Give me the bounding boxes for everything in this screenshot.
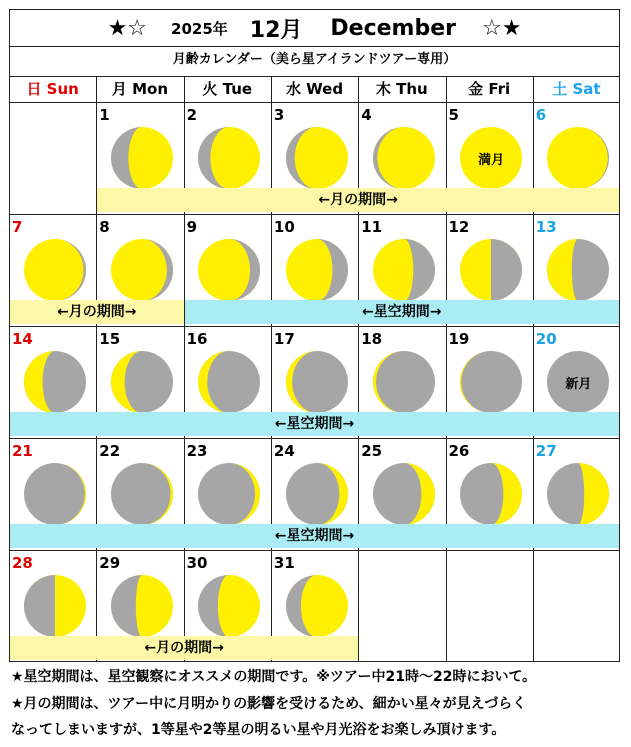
weekday-header: 火 Tue [202,80,253,98]
day-number: 24 [273,442,295,460]
moon-phase-icon [285,350,349,414]
note-star-period: ★星空期間は、星空観察にオススメの期間です。※ツアー中21時～22時において。 [11,669,537,685]
moon-period-band: ←月の期間→ [10,636,358,660]
day-number: 17 [273,330,295,348]
moon-phase-icon [285,126,349,190]
moon-phase-icon [197,126,261,190]
day-number: 18 [361,330,383,348]
day-number: 29 [99,554,121,572]
day-number: 13 [535,218,557,236]
title-month: 12月 [249,17,303,43]
column-divider [533,76,534,662]
weekday-header: 土 Sat [552,80,601,98]
day-number: 12 [448,218,470,236]
column-divider [271,76,272,662]
day-number: 30 [186,554,208,572]
divider [9,102,620,103]
moon-phase-icon [110,238,174,302]
note-moon-period-cont: なってしまいますが、1等星や2等星の明るい星や月光浴をお楽しみ頂けます。 [11,722,506,738]
moon-phase-icon [110,574,174,638]
moon-phase-icon [459,350,523,414]
day-number: 6 [535,106,547,124]
day-number: 22 [99,442,121,460]
column-divider [184,76,185,662]
moon-phase-icon [372,238,436,302]
divider [9,46,620,47]
moon-phase-icon [23,238,87,302]
day-number: 2 [186,106,198,124]
moon-phase-icon [372,350,436,414]
day-number: 20 [535,330,557,348]
day-number: 26 [448,442,470,460]
divider [9,326,620,327]
day-number: 31 [273,554,295,572]
weekday-header: 木 Thu [375,80,428,98]
moon-phase-icon [110,462,174,526]
star-period-band: ←星空期間→ [10,524,619,548]
title-month-english: December [330,15,456,41]
weekday-header: 水 Wed [285,80,344,98]
day-number: 25 [361,442,383,460]
moon-phase-icon [285,238,349,302]
moon-phase-icon [110,126,174,190]
title-year: 2025年 [171,19,228,38]
day-number: 9 [186,218,198,236]
day-number: 14 [12,330,33,348]
day-number: 7 [12,218,23,236]
column-divider [446,76,447,662]
moon-phase-icon [197,574,261,638]
day-number: 10 [273,218,295,236]
day-number: 28 [12,554,33,572]
moon-phase-icon [546,238,610,302]
star-period-band: ←星空期間→ [185,300,619,324]
moon-period-band: ←月の期間→ [10,300,184,324]
moon-phase-icon [459,462,523,526]
moon-phase-icon [197,462,261,526]
day-number: 21 [12,442,33,460]
moon-phase-icon [459,238,523,302]
weekday-header: 金 Fri [468,80,511,98]
star-period-band: ←星空期間→ [10,412,619,436]
divider [9,438,620,439]
day-number: 4 [361,106,372,124]
day-number: 19 [448,330,470,348]
calendar-title [10,10,619,46]
full-moon-label: 満月 [478,153,505,168]
day-number: 1 [99,106,110,124]
moon-phase-icon [285,462,349,526]
title-stars-left: ★☆ [107,15,148,41]
title-stars-right: ☆★ [481,15,522,41]
moon-phase-icon [23,350,87,414]
moon-phase-icon [372,126,436,190]
day-number: 3 [273,106,285,124]
day-number: 15 [99,330,121,348]
moon-phase-icon [372,462,436,526]
weekday-header: 日 Sun [26,80,79,98]
moon-phase-icon [285,574,349,638]
moon-period-band: ←月の期間→ [97,188,619,212]
divider [9,550,620,551]
moon-phase-icon [23,574,87,638]
moon-phase-icon [197,350,261,414]
moon-phase-icon [197,238,261,302]
column-divider [358,76,359,662]
day-number: 8 [99,218,110,236]
moon-phase-icon [110,350,174,414]
moon-phase-icon [546,126,610,190]
column-divider [96,76,97,662]
day-number: 27 [535,442,557,460]
calendar-subtitle: 月齢カレンダー（美ら星アイランドツアー専用） [172,52,457,67]
divider [9,214,620,215]
day-number: 5 [448,106,459,124]
moon-phase-icon [23,462,87,526]
weekday-header: 月 Mon [111,80,169,98]
day-number: 11 [361,218,383,236]
day-number: 16 [186,330,208,348]
new-moon-label: 新月 [565,377,592,392]
moon-phase-icon [546,462,610,526]
day-number: 23 [186,442,208,460]
note-moon-period: ★月の期間は、ツアー中に月明かりの影響を受けるため、細かい星々が見えづらく [11,696,527,712]
